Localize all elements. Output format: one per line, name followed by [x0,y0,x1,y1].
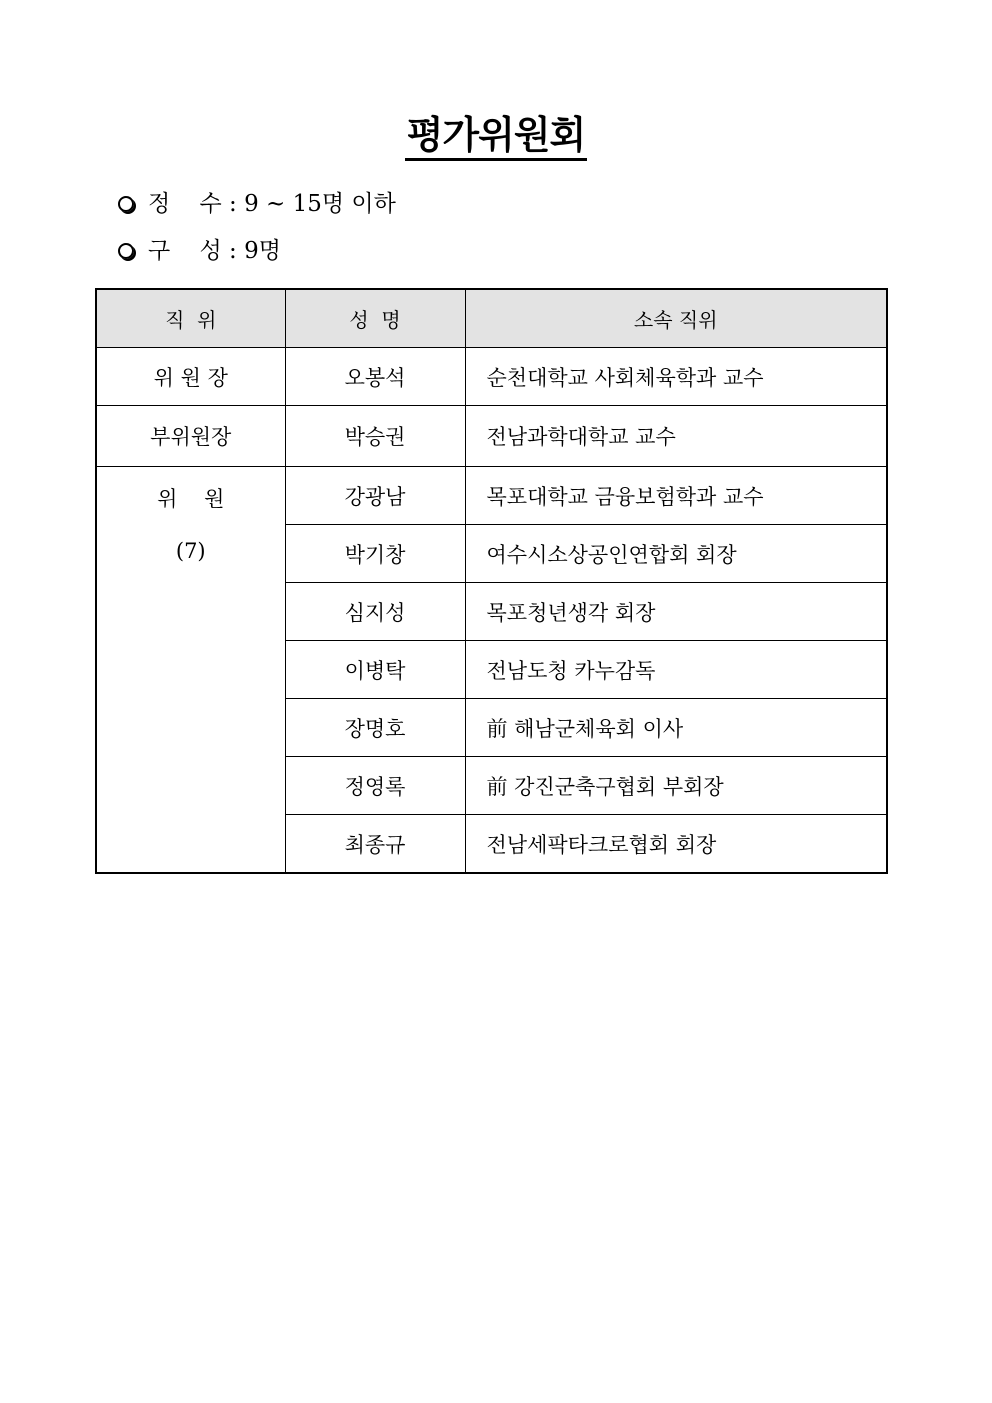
member-group-label: 위 원 [157,487,225,511]
info-label-quota: 정 수 [148,191,222,217]
info-line-quota [118,188,396,220]
cell-name: 정영록 [285,757,465,815]
header-name: 성 명 [285,289,465,348]
cell-affiliation: 前 강진군축구협회 부회장 [465,757,887,815]
table-header-row [96,289,887,348]
cell-position: 위 원 장 [96,348,285,406]
cell-affiliation: 前 해남군체육회 이사 [465,699,887,757]
document-title-text: 평가위원회 [405,113,588,161]
info-colon: : [221,238,245,264]
cell-name: 박승권 [285,406,465,467]
cell-affiliation: 여수시소상공인연합회 회장 [465,525,887,583]
table-row [96,348,887,406]
cell-position: 부위원장 [96,406,285,467]
info-value-composition: 9명 [244,238,281,264]
circle-bullet-icon [118,196,134,212]
info-colon: : [221,191,245,217]
table-row [96,406,887,467]
cell-name: 강광남 [285,467,465,525]
info-label-composition: 구 성 [148,238,222,264]
cell-affiliation: 순천대학교 사회체육학과 교수 [465,348,887,406]
cell-affiliation: 목포청년생각 회장 [465,583,887,641]
cell-name: 이병탁 [285,641,465,699]
cell-affiliation: 전남과학대학교 교수 [465,406,887,467]
cell-name: 장명호 [285,699,465,757]
member-group-count: (7) [175,539,206,563]
cell-name: 박기창 [285,525,465,583]
info-value-quota: 9 ~ 15명 이하 [244,191,396,217]
circle-bullet-icon [118,243,134,259]
header-position: 직 위 [96,289,285,348]
cell-affiliation: 전남도청 카누감독 [465,641,887,699]
header-affiliation: 소속 직위 [465,289,887,348]
cell-member-group [96,467,285,874]
cell-name: 오봉석 [285,348,465,406]
cell-name: 최종규 [285,815,465,874]
info-line-composition [118,235,281,267]
committee-table [95,288,888,874]
cell-name: 심지성 [285,583,465,641]
table-row [96,467,887,525]
document-title [0,108,992,162]
cell-affiliation: 목포대학교 금융보험학과 교수 [465,467,887,525]
cell-affiliation: 전남세팍타크로협회 회장 [465,815,887,874]
